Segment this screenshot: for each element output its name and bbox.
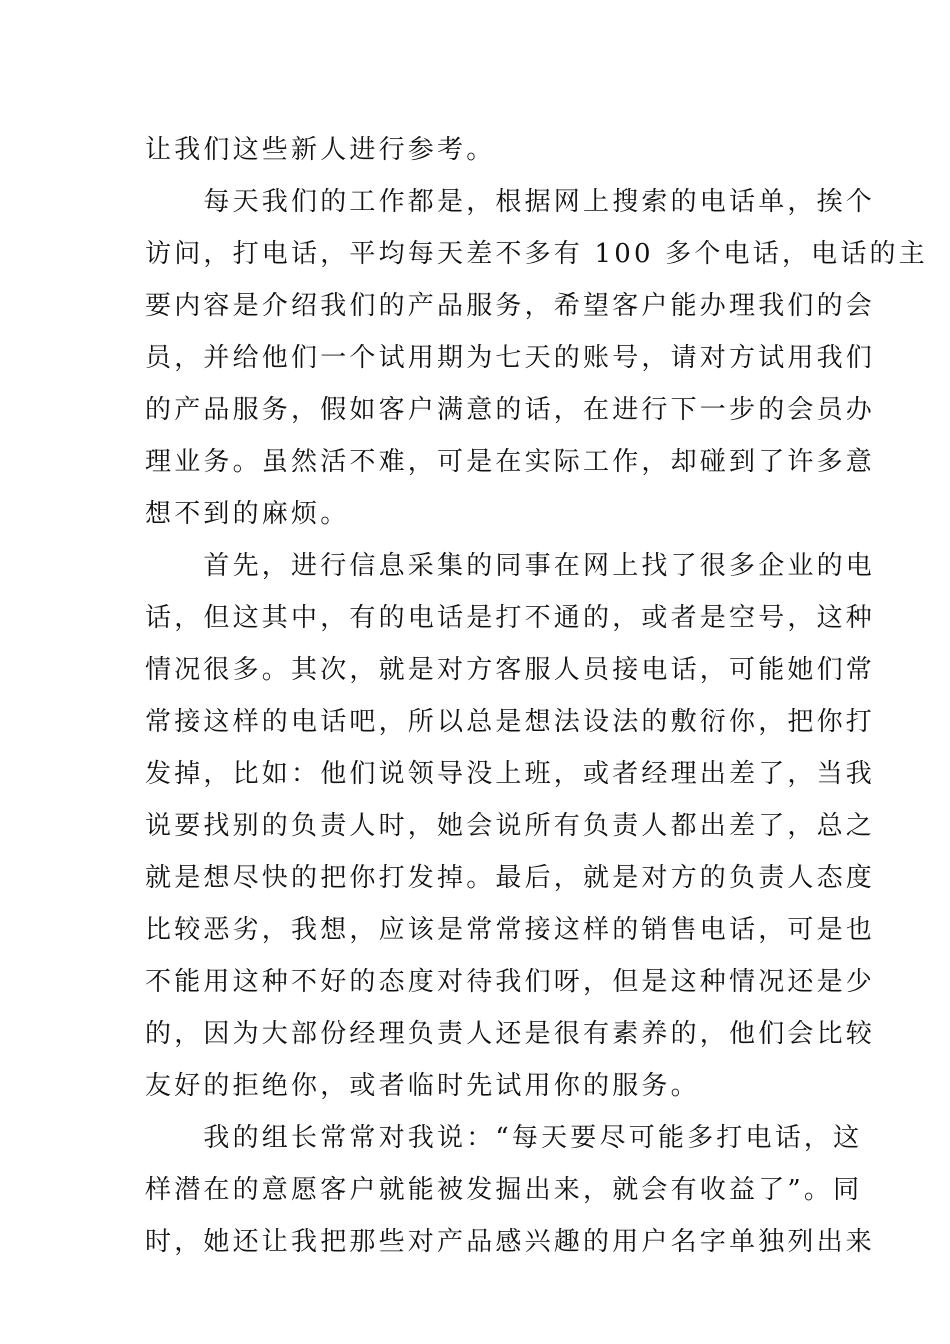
text-line: 理业务。虽然活不难，可是在实际工作，却碰到了许多意 [145, 447, 876, 477]
text-line: 访问，打电话，平均每天差不多有 100 多个电话，电话的主 [145, 239, 928, 269]
text-line: 说要找别的负责人时，她会说所有负责人都出差了，总之 [145, 811, 876, 841]
text-line: 时，她还让我把那些对产品感兴趣的用户名字单独列出来 [145, 1227, 876, 1257]
text-line: 想不到的麻烦。 [145, 499, 350, 529]
text-line: 话，但这其中，有的电话是打不通的，或者是空号，这种 [145, 603, 876, 633]
text-line: 友好的拒绝你，或者临时先试用你的服务。 [145, 1071, 700, 1101]
text-line: 的，因为大部份经理负责人还是很有素养的，他们会比较 [145, 1019, 876, 1049]
text-line: 让我们这些新人进行参考。 [145, 135, 496, 165]
text-line: 员，并给他们一个试用期为七天的账号，请对方试用我们 [145, 343, 876, 373]
text-line: 每天我们的工作都是，根据网上搜索的电话单，挨个 [145, 187, 876, 217]
text-line: 常接这样的电话吧，所以总是想法设法的敷衍你，把你打 [145, 707, 876, 737]
text-line: 样潜在的意愿客户就能被发掘出来，就会有收益了”。同 [145, 1175, 863, 1205]
text-line: 的产品服务，假如客户满意的话，在进行下一步的会员办 [145, 395, 876, 425]
text-line: 就是想尽快的把你打发掉。最后，就是对方的负责人态度 [145, 863, 876, 893]
text-line: 首先，进行信息采集的同事在网上找了很多企业的电 [145, 551, 876, 581]
text-line: 发掉，比如：他们说领导没上班，或者经理出差了，当我 [145, 759, 876, 789]
text-line: 我的组长常常对我说：“每天要尽可能多打电话，这 [145, 1123, 863, 1153]
text-line: 情况很多。其次，就是对方客服人员接电话，可能她们常 [145, 655, 876, 685]
text-line: 要内容是介绍我们的产品服务，希望客户能办理我们的会 [145, 291, 876, 321]
text-line: 比较恶劣，我想，应该是常常接这样的销售电话，可是也 [145, 915, 876, 945]
text-line: 不能用这种不好的态度对待我们呀，但是这种情况还是少 [145, 967, 876, 997]
